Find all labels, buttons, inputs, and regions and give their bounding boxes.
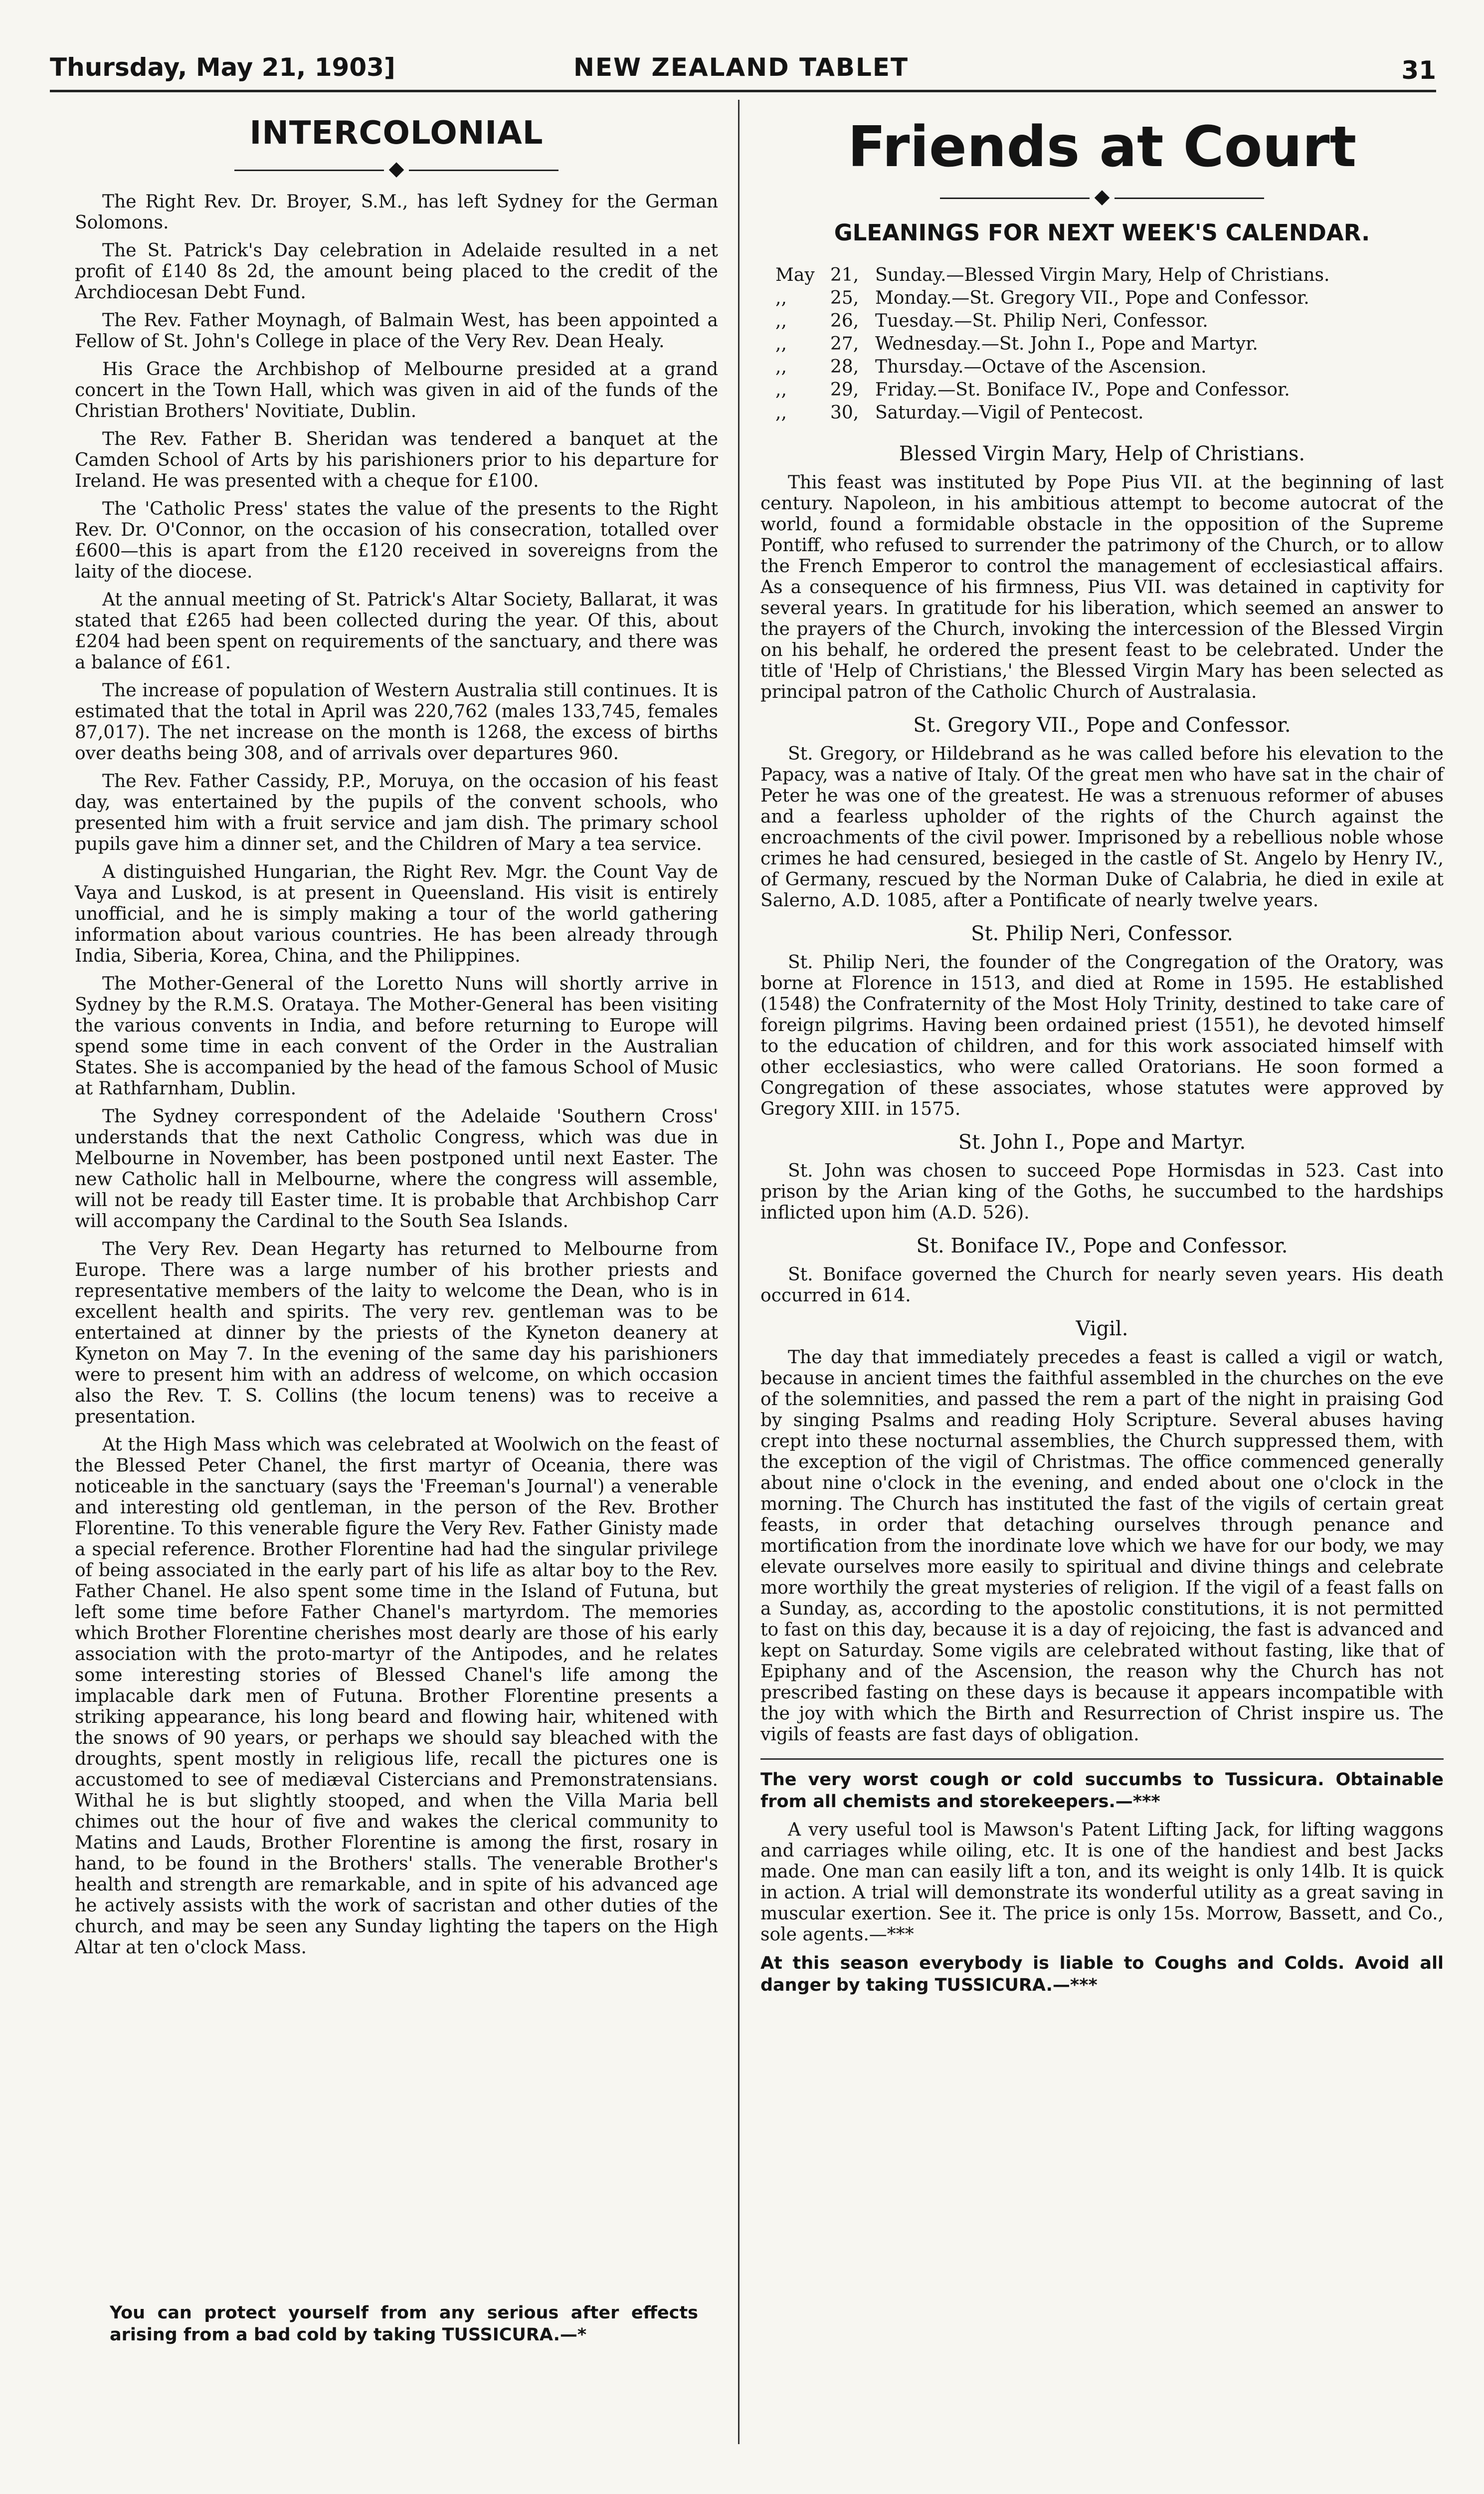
calendar-row bbox=[775, 356, 1444, 379]
ads-divider bbox=[760, 1758, 1444, 1760]
advertisement: At this season everybody is liable to Coughs and Colds. Avoid all danger by taking TUSSICURA.—*** bbox=[760, 1953, 1444, 1995]
section-text: St. Philip Neri, the founder of the Congregation of the Oratory, was borne at Florence in 1513, and died at Rome in 1595. He established (1548) the Confraternity of the Most Holy Trinity, destined to take care of foreign pilgrims. Having been ordained priest (1551), he devoted himself to the education of children, and for this work associated himself with other ecclesiastics, who were called Oratorians. He soon formed a Congregation of these associates, whose statutes were approved by Gregory XIII. in 1575. bbox=[760, 952, 1444, 1119]
publication-title: NEW ZEALAND TABLET bbox=[573, 53, 909, 82]
calendar-row bbox=[775, 310, 1444, 333]
paragraph: His Grace the Archbishop of Melbourne presided at a grand concert in the Town Hall, which was given in aid of the funds of the Christian Brothers' Novitiate, Dublin. bbox=[75, 359, 718, 421]
calendar-month: ,, bbox=[775, 403, 787, 423]
paragraph: The Right Rev. Dr. Broyer, S.M., has left Sydney for the German Solomons. bbox=[75, 192, 718, 233]
column-divider bbox=[738, 100, 740, 2444]
calendar-day: 28, bbox=[830, 357, 859, 377]
section-heading: Blessed Virgin Mary, Help of Christians. bbox=[899, 442, 1305, 465]
intercolonial-column bbox=[75, 115, 718, 1965]
paragraph: At the annual meeting of St. Patrick's Altar Society, Ballarat, it was stated that £265 had been collected during the year. Of this, about £204 had been spent on requirements of the sanctuary, and there was a balance of £61. bbox=[75, 590, 718, 673]
section-heading: St. Gregory VII., Pope and Confessor. bbox=[913, 714, 1291, 737]
advertisement: The very worst cough or cold succumbs to Tussicura. Obtainable from all chemists and storekeepers.—*** bbox=[760, 1770, 1444, 1812]
page-header bbox=[50, 49, 1436, 92]
calendar-day: 25, bbox=[830, 288, 859, 308]
paragraph: The Rev. Father B. Sheridan was tendered a banquet at the Camden School of Arts by his parishioners prior to his departure for Ireland. He was presented with a cheque for £100. bbox=[75, 429, 718, 491]
paragraph: At the High Mass which was celebrated at Woolwich on the feast of the Blessed Peter Chanel, the first martyr of Oceania, there was noticeable in the sanctuary (says the 'Freeman's Journal') a venerable and interesting old gentleman, in the person of the Rev. Brother Florentine. To this venerable figure the Very Rev. Father Ginisty made a special reference. Brother Florentine had had the singular privilege of being associated in the early part of his life as altar boy to the Rev. Father Chanel. He also spent some time in the Island of Futuna, but left some time before Father Chanel's martyrdom. The memories which Brother Florentine cherishes most dearly are those of his early association with the proto-martyr of the Antipodes, and he relates some interesting stories of Blessed Chanel's life among the implacable dark men of Futuna. Brother Florentine presents a striking appearance, his long beard and flowing hair, whitened with the snows of 90 years, or perhaps we should say bleached with the droughts, spent mostly in religious life, recall the pictures one is accustomed to see of mediæval Cistercians and Premonstratensians. Withal he is but slightly stooped, and when the Villa Maria bell chimes out the hour of five and wakes the clerical community to Matins and Lauds, Brother Florentine is among the first, rosary in hand, to be found in the Brothers' stalls. The venerable Brother's health and strength are remarkable, and in spite of his advanced age he actively assists with the work of sacristan and other duties of the church, and may be seen any Sunday lighting the tapers on the High Altar at ten o'clock Mass. bbox=[75, 1435, 718, 1958]
calendar-month: May bbox=[775, 265, 815, 285]
paragraph: The Very Rev. Dean Hegarty has returned to Melbourne from Europe. There was a large number of his brother priests and representative members of the laity to welcome the Dean, who is in excellent health and spirits. The very rev. gentleman was to be entertained at dinner by the priests of the Kyneton deanery at Kyneton on May 7. In the evening of the same day his parishioners were to present him with an address of welcome, on which occasion also the Rev. T. S. Collins (the locum tenens) was to receive a presentation. bbox=[75, 1239, 718, 1427]
calendar-day: 27, bbox=[830, 334, 859, 354]
section-heading: St. Boniface IV., Pope and Confessor. bbox=[916, 1235, 1288, 1257]
paragraph: A distinguished Hungarian, the Right Rev. Mgr. the Count Vay de Vaya and Luskod, is at present in Queensland. His visit is entirely unofficial, and he is simply making a tour of the world gathering information about various countries. He has been already through India, Siberia, Korea, China, and the Philippines. bbox=[75, 862, 718, 966]
paragraph: The Mother-General of the Loretto Nuns will shortly arrive in Sydney by the R.M.S. Orataya. The Mother-General has been visiting the various convents in India, and before returning to Europe will spend some time in each convent of the Order in the Australian States. She is accompanied by the head of the famous School of Music at Rathfarnham, Dublin. bbox=[75, 974, 718, 1099]
section-heading: Vigil. bbox=[1076, 1317, 1128, 1340]
tussicura-ad-left: You can protect yourself from any serious after effects arising from a bad cold by taking TUSSICURA.—* bbox=[110, 2303, 698, 2345]
calendar-row bbox=[775, 333, 1444, 356]
calendar-text: Monday.—St. Gregory VII., Pope and Confessor. bbox=[875, 288, 1309, 308]
paragraph: The Sydney correspondent of the Adelaide 'Southern Cross' understands that the next Catholic Congress, which was due in Melbourne in November, has been postponed until next Easter. The new Catholic hall in Melbourne, where the congress will assemble, will not be ready till Easter time. It is probable that Archbishop Carr will accompany the Cardinal to the South Sea Islands. bbox=[75, 1106, 718, 1232]
ornament-divider: ◆ bbox=[75, 159, 718, 179]
section-heading: St. John I., Pope and Martyr. bbox=[958, 1131, 1246, 1154]
calendar-text: Tuesday.—St. Philip Neri, Confessor. bbox=[875, 311, 1208, 331]
calendar-month: ,, bbox=[775, 357, 787, 377]
calendar-text: Friday.—St. Boniface IV., Pope and Confessor. bbox=[875, 380, 1290, 400]
saints-sections bbox=[760, 442, 1444, 1745]
calendar-month: ,, bbox=[775, 288, 787, 308]
calendar-row bbox=[775, 379, 1444, 402]
calendar-text: Saturday.—Vigil of Pentecost. bbox=[875, 403, 1144, 423]
section-text: This feast was instituted by Pope Pius VII. at the beginning of last century. Napoleon, in his ambitious attempt to become autocrat of the world, found a formidable obstacle in the opposition of the Supreme Pontiff, who refused to surrender the patrimony of the Church, or to allow the French Emperor to control the management of ecclesiastical affairs. As a consequence of his firmness, Pius VII. was detained in captivity for several years. In gratitude for his liberation, which seemed an answer to the prayers of the Church, invoking the intercession of the Blessed Virgin on his behalf, he ordered the present feast to be celebrated. Under the title of 'Help of Christians,' the Blessed Virgin Mary has been selected as principal patron of the Catholic Church of Australasia. bbox=[760, 472, 1444, 702]
calendar-row bbox=[775, 264, 1444, 287]
section-heading: St. Philip Neri, Confessor. bbox=[971, 922, 1233, 945]
paragraph: The Rev. Father Moynagh, of Balmain West, has been appointed a Fellow of St. John's College in place of the Very Rev. Dean Healy. bbox=[75, 310, 718, 352]
calendar-list bbox=[775, 264, 1444, 424]
ornament-divider: ◆ bbox=[760, 187, 1444, 207]
calendar-month: ,, bbox=[775, 334, 787, 354]
issue-date: Thursday, May 21, 1903] bbox=[50, 53, 395, 82]
section-text: St. Gregory, or Hildebrand as he was called before his elevation to the Papacy, was a native of Italy. Of the great men who have sat in the chair of Peter he was one of the greatest. He was a strenuous reformer of abuses and a fearless upholder of the rights of the Church against the encroachments of the civil power. Imprisoned by a rebellious noble whose crimes he had censured, besieged in the castle of St. Angelo by Henry IV., of Germany, rescued by the Norman Duke of Calabria, he died in exile at Salerno, A.D. 1085, after a Pontificate of nearly twelve years. bbox=[760, 744, 1444, 911]
friends-at-court-column bbox=[760, 115, 1444, 2003]
paragraph: The Rev. Father Cassidy, P.P., Moruya, on the occasion of his feast day, was entertained by the pupils of the convent schools, who presented him with a fruit service and jam dish. The primary school pupils gave him a dinner set, and the Children of Mary a tea service. bbox=[75, 771, 718, 854]
calendar-subtitle: GLEANINGS FOR NEXT WEEK'S CALENDAR. bbox=[834, 219, 1370, 246]
calendar-day: 26, bbox=[830, 311, 859, 331]
calendar-row bbox=[775, 402, 1444, 424]
calendar-text: Wednesday.—St. John I., Pope and Martyr. bbox=[875, 334, 1258, 354]
paragraph: The increase of population of Western Australia still continues. It is estimated that the total in April was 220,762 (males 133,745, females 87,017). The net increase on the month is 1268, the excess of births over deaths being 308, and of arrivals over departures 960. bbox=[75, 680, 718, 764]
calendar-text: Thursday.—Octave of the Ascension. bbox=[875, 357, 1207, 377]
calendar-day: 21, bbox=[830, 265, 859, 285]
paragraph: The St. Patrick's Day celebration in Adelaide resulted in a net profit of £140 8s 2d, the amount being placed to the credit of the Archdiocesan Debt Fund. bbox=[75, 240, 718, 303]
advertisements bbox=[760, 1769, 1444, 1996]
section-text: St. Boniface governed the Church for nearly seven years. His death occurred in 614. bbox=[760, 1264, 1444, 1306]
section-title: INTERCOLONIAL bbox=[249, 115, 544, 152]
calendar-text: Sunday.—Blessed Virgin Mary, Help of Christians. bbox=[875, 265, 1330, 285]
calendar-day: 30, bbox=[830, 403, 859, 423]
calendar-row bbox=[775, 287, 1444, 310]
advertisement: A very useful tool is Mawson's Patent Lifting Jack, for lifting waggons and carriages while oiling, etc. It is one of the handiest and best Jacks made. One man can easily lift a ton, and its weight is only 14lb. It is quick in action. A trial will demonstrate its wonderful utility as a great saving in muscular exertion. See it. The price is only 15s. Morrow, Bassett, and Co., sole agents.—*** bbox=[760, 1820, 1444, 1945]
calendar-month: ,, bbox=[775, 380, 787, 400]
section-text: St. John was chosen to succeed Pope Hormisdas in 523. Cast into prison by the Arian king of the Goths, he succumbed to the hardships inflicted upon him (A.D. 526). bbox=[760, 1161, 1444, 1223]
calendar-day: 29, bbox=[830, 380, 859, 400]
column-title: Friends at Court bbox=[847, 115, 1357, 180]
article-body bbox=[75, 192, 718, 1958]
paragraph: The 'Catholic Press' states the value of the presents to the Right Rev. Dr. O'Connor, on the occasion of his consecration, totalled over £600—this is apart from the £120 received in sovereigns from the laity of the diocese. bbox=[75, 499, 718, 582]
section-text: The day that immediately precedes a feast is called a vigil or watch, because in ancient times the faithful assembled in the churches on the eve of the solemnities, and passed the rem a part of the night in praising God by singing Psalms and reading Holy Scripture. Several abuses having crept into these nocturnal assemblies, the Church suppressed them, with the exception of the vigil of Christmas. The office commenced generally about nine o'clock in the evening, and ended about one o'clock in the morning. The Church has instituted the fast of the vigils of certain great feasts, in order that detaching ourselves through penance and mortification from the inordinate love which we have for our body, we may elevate ourselves more easily to spiritual and divine things and celebrate more worthily the great mysteries of religion. If the vigil of a feast falls on a Sunday, as, according to the apostolic constitutions, it is not permitted to fast on this day, because it is a day of rejoicing, the fast is advanced and kept on Saturday. Some vigils are celebrated without fasting, like that of Epiphany and of the Ascension, the reason why the Church has not prescribed fasting on these days is because it appears incompatible with the joy with which the Birth and Resurrection of Christ inspire us. The vigils of feasts are fast days of obligation. bbox=[760, 1347, 1444, 1745]
page-number: 31 bbox=[1401, 56, 1436, 85]
calendar-month: ,, bbox=[775, 311, 787, 331]
